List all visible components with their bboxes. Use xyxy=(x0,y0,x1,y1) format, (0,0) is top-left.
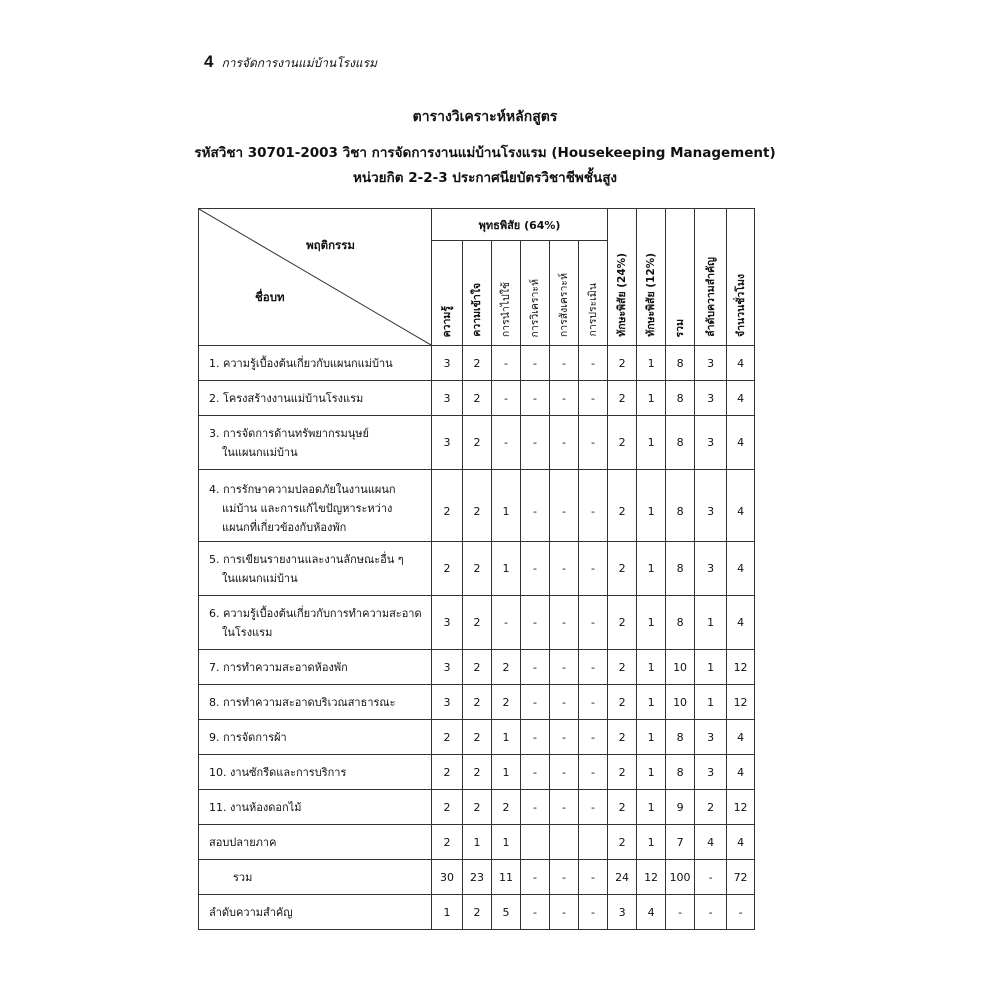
header-application xyxy=(492,241,521,346)
credits-line: หน่วยกิต 2-2-3 ประกาศนียบัตรวิชาชีพชั้นสูง xyxy=(352,170,618,186)
topic-line: 1. ความรู้เบื้องต้นเกี่ยวกับแผนกแม่บ้าน xyxy=(209,356,393,370)
value-cell: 30 xyxy=(432,860,463,895)
value-cell: - xyxy=(579,685,608,720)
value-cell: - xyxy=(492,346,521,381)
value-cell: 2 xyxy=(463,790,492,825)
header-affective-12 xyxy=(637,209,666,346)
header-psychomotor-24-label: ทักษะพิสัย (24%) xyxy=(616,253,629,337)
topic-line: ในแผนกแม่บ้าน xyxy=(222,571,298,585)
value-cell: 1 xyxy=(637,381,666,416)
topic-cell xyxy=(199,720,432,755)
value-cell: 1 xyxy=(463,825,492,860)
header-behavior-label: พฤติกรรม xyxy=(306,238,355,252)
value-cell: 2 xyxy=(492,685,521,720)
value-cell: - xyxy=(550,895,579,930)
value-cell: 1 xyxy=(637,416,666,470)
value-cell: 2 xyxy=(463,755,492,790)
value-cell: 2 xyxy=(463,895,492,930)
value-cell: - xyxy=(579,542,608,596)
value-cell: - xyxy=(579,596,608,650)
header-comprehension-label: ความเข้าใจ xyxy=(471,283,483,337)
value-cell: 3 xyxy=(695,720,727,755)
value-cell: - xyxy=(579,790,608,825)
topic-line: รวม xyxy=(233,870,253,884)
value-cell: 4 xyxy=(727,542,755,596)
value-cell: 4 xyxy=(727,825,755,860)
value-cell: - xyxy=(550,596,579,650)
header-priority xyxy=(695,209,727,346)
topic-line: ในโรงแรม xyxy=(222,625,273,639)
table-row xyxy=(199,755,755,790)
topic-line: 11. งานห้องดอกไม้ xyxy=(209,800,302,814)
value-cell: - xyxy=(550,755,579,790)
value-cell: 1 xyxy=(637,470,666,542)
table-body xyxy=(199,346,755,930)
header-comprehension xyxy=(463,241,492,346)
value-cell: 4 xyxy=(727,381,755,416)
header-evaluation-label: การประเมิน xyxy=(587,283,600,337)
value-cell: - xyxy=(550,860,579,895)
value-cell: 2 xyxy=(463,720,492,755)
topic-line: แผนกที่เกี่ยวข้องกับห้องพัก xyxy=(222,521,347,534)
topic-line: 5. การเขียนรายงานและงานลักษณะอื่น ๆ xyxy=(209,552,404,566)
header-chapter-label: ชื่อบท xyxy=(255,290,285,304)
running-head: การจัดการงานแม่บ้านโรงแรม xyxy=(221,56,378,70)
topic-line: สอบปลายภาค xyxy=(209,835,277,849)
value-cell: 1 xyxy=(695,650,727,685)
value-cell: 2 xyxy=(463,542,492,596)
topic-cell xyxy=(199,790,432,825)
value-cell: 2 xyxy=(608,381,637,416)
table-row xyxy=(199,685,755,720)
header-synthesis xyxy=(550,241,579,346)
header-hours-label: จำนวนชั่วโมง xyxy=(734,273,747,337)
value-cell: 2 xyxy=(463,470,492,542)
value-cell: 4 xyxy=(695,825,727,860)
value-cell: 7 xyxy=(666,825,695,860)
value-cell: 3 xyxy=(608,895,637,930)
topic-cell xyxy=(199,755,432,790)
value-cell: 3 xyxy=(695,346,727,381)
header-analysis-label: การวิเคราะห์ xyxy=(529,278,541,337)
value-cell: 2 xyxy=(463,346,492,381)
value-cell: 1 xyxy=(637,825,666,860)
value-cell: - xyxy=(550,720,579,755)
topic-cell xyxy=(199,542,432,596)
value-cell: 4 xyxy=(637,895,666,930)
value-cell: - xyxy=(550,685,579,720)
value-cell xyxy=(521,825,550,860)
value-cell: 1 xyxy=(492,470,521,542)
header-total xyxy=(666,209,695,346)
course-code-line: รหัสวิชา 30701-2003 วิชา การจัดการงานแม่บ้านโรงแรม (Housekeeping Management) xyxy=(194,145,776,161)
value-cell: - xyxy=(521,650,550,685)
value-cell: - xyxy=(521,416,550,470)
value-cell: 8 xyxy=(666,542,695,596)
topic-line: 3. การจัดการด้านทรัพยากรมนุษย์ xyxy=(209,426,369,440)
value-cell: 10 xyxy=(666,685,695,720)
value-cell: 1 xyxy=(637,720,666,755)
value-cell: - xyxy=(666,895,695,930)
table-row xyxy=(199,596,755,650)
value-cell: 72 xyxy=(727,860,755,895)
header-cognitive-group: พุทธพิสัย (64%) xyxy=(432,209,608,241)
table-row xyxy=(199,346,755,381)
header-knowledge xyxy=(432,241,463,346)
value-cell: 12 xyxy=(637,860,666,895)
diagonal-divider xyxy=(199,209,431,345)
value-cell: - xyxy=(492,416,521,470)
value-cell: 3 xyxy=(695,542,727,596)
value-cell: 3 xyxy=(432,416,463,470)
value-cell: 2 xyxy=(463,650,492,685)
topic-line: 7. การทำความสะอาดห้องพัก xyxy=(209,660,348,674)
value-cell: 8 xyxy=(666,720,695,755)
page-title: ตารางวิเคราะห์หลักสูตร xyxy=(412,109,558,125)
value-cell: 1 xyxy=(695,596,727,650)
value-cell: 12 xyxy=(727,685,755,720)
value-cell: 3 xyxy=(695,381,727,416)
value-cell: 2 xyxy=(608,470,637,542)
value-cell: 8 xyxy=(666,596,695,650)
value-cell: 2 xyxy=(608,720,637,755)
value-cell: - xyxy=(550,542,579,596)
value-cell: - xyxy=(521,860,550,895)
value-cell: - xyxy=(727,895,755,930)
value-cell: - xyxy=(579,895,608,930)
value-cell: 2 xyxy=(608,685,637,720)
value-cell: 1 xyxy=(637,685,666,720)
topic-line: แม่บ้าน และการแก้ไขปัญหาระหว่าง xyxy=(222,502,393,515)
value-cell: 11 xyxy=(492,860,521,895)
value-cell: - xyxy=(521,596,550,650)
header-synthesis-label: การสังเคราะห์ xyxy=(558,272,570,337)
value-cell: 2 xyxy=(432,720,463,755)
value-cell: 3 xyxy=(695,416,727,470)
value-cell: 4 xyxy=(727,416,755,470)
value-cell: 1 xyxy=(637,650,666,685)
value-cell: 1 xyxy=(432,895,463,930)
topic-line: 10. งานซักรีดและการบริการ xyxy=(209,765,347,779)
value-cell: - xyxy=(521,790,550,825)
topic-line: ในแผนกแม่บ้าน xyxy=(222,445,298,459)
value-cell: 2 xyxy=(463,416,492,470)
value-cell: 9 xyxy=(666,790,695,825)
topic-cell xyxy=(199,860,432,895)
value-cell: 1 xyxy=(492,825,521,860)
value-cell: - xyxy=(579,416,608,470)
header-priority-label: ลำดับความสำคัญ xyxy=(704,257,717,337)
value-cell: 2 xyxy=(432,790,463,825)
value-cell: - xyxy=(579,346,608,381)
topic-cell xyxy=(199,685,432,720)
header-evaluation xyxy=(579,241,608,346)
topic-line: 8. การทำความสะอาดบริเวณสาธารณะ xyxy=(209,695,396,709)
value-cell: 4 xyxy=(727,596,755,650)
value-cell: 12 xyxy=(727,790,755,825)
value-cell: 10 xyxy=(666,650,695,685)
header-analysis xyxy=(521,241,550,346)
table-row xyxy=(199,542,755,596)
value-cell: - xyxy=(579,860,608,895)
header-psychomotor-24 xyxy=(608,209,637,346)
value-cell: - xyxy=(521,685,550,720)
table-row xyxy=(199,650,755,685)
value-cell: 4 xyxy=(727,755,755,790)
value-cell: - xyxy=(550,790,579,825)
value-cell: - xyxy=(521,755,550,790)
value-cell: 2 xyxy=(432,542,463,596)
table-row xyxy=(199,416,755,470)
value-cell: 1 xyxy=(637,755,666,790)
value-cell: - xyxy=(579,720,608,755)
header-hours xyxy=(727,209,755,346)
value-cell: 2 xyxy=(432,470,463,542)
header-affective-12-label: ทักษะพิสัย (12%) xyxy=(645,253,658,337)
value-cell: 8 xyxy=(666,346,695,381)
page-header xyxy=(204,52,377,73)
value-cell: 4 xyxy=(727,470,755,542)
value-cell: 23 xyxy=(463,860,492,895)
value-cell: 1 xyxy=(637,790,666,825)
value-cell: 2 xyxy=(463,685,492,720)
value-cell: 2 xyxy=(608,596,637,650)
value-cell: 3 xyxy=(432,685,463,720)
value-cell xyxy=(550,825,579,860)
topic-cell xyxy=(199,596,432,650)
value-cell: - xyxy=(695,895,727,930)
topic-cell xyxy=(199,470,432,542)
value-cell: 2 xyxy=(492,650,521,685)
value-cell: - xyxy=(550,416,579,470)
header-corner-cell xyxy=(199,209,432,346)
topic-line: 6. ความรู้เบื้องต้นเกี่ยวกับการทำความสะอาด xyxy=(209,606,422,620)
value-cell: - xyxy=(521,895,550,930)
value-cell: 3 xyxy=(432,650,463,685)
header-total-label: รวม xyxy=(674,318,687,337)
value-cell: 2 xyxy=(608,416,637,470)
page-number: 4 xyxy=(204,52,214,71)
value-cell: 2 xyxy=(463,381,492,416)
value-cell: 1 xyxy=(637,596,666,650)
value-cell: 1 xyxy=(492,720,521,755)
value-cell: 1 xyxy=(492,755,521,790)
value-cell: 2 xyxy=(432,755,463,790)
topic-line: 9. การจัดการผ้า xyxy=(209,730,287,744)
topic-cell xyxy=(199,895,432,930)
topic-line: ลำดับความสำคัญ xyxy=(209,905,293,919)
value-cell: 8 xyxy=(666,416,695,470)
header-application-label: การนำไปใช้ xyxy=(500,281,512,337)
value-cell: 1 xyxy=(637,346,666,381)
value-cell: 2 xyxy=(608,346,637,381)
value-cell: 8 xyxy=(666,755,695,790)
value-cell: 3 xyxy=(695,470,727,542)
value-cell: 3 xyxy=(432,596,463,650)
value-cell: 2 xyxy=(432,825,463,860)
value-cell: - xyxy=(579,470,608,542)
table-row xyxy=(199,720,755,755)
value-cell: 2 xyxy=(608,650,637,685)
value-cell: 2 xyxy=(608,755,637,790)
value-cell: 5 xyxy=(492,895,521,930)
table-row xyxy=(199,825,755,860)
table-row xyxy=(199,470,755,542)
topic-cell xyxy=(199,825,432,860)
curriculum-analysis-table xyxy=(198,208,755,930)
value-cell: 2 xyxy=(695,790,727,825)
value-cell: 4 xyxy=(727,346,755,381)
value-cell: - xyxy=(695,860,727,895)
value-cell: 4 xyxy=(727,720,755,755)
value-cell: - xyxy=(579,650,608,685)
value-cell: 2 xyxy=(608,542,637,596)
value-cell: 2 xyxy=(492,790,521,825)
value-cell: 2 xyxy=(608,825,637,860)
header-knowledge-label: ความรู้ xyxy=(441,305,453,337)
value-cell: 1 xyxy=(492,542,521,596)
value-cell: 2 xyxy=(463,596,492,650)
value-cell: - xyxy=(579,381,608,416)
table-row xyxy=(199,895,755,930)
value-cell: - xyxy=(550,650,579,685)
table-row xyxy=(199,381,755,416)
value-cell: 12 xyxy=(727,650,755,685)
value-cell: - xyxy=(521,720,550,755)
value-cell: 1 xyxy=(695,685,727,720)
topic-line: 4. การรักษาความปลอดภัยในงานแผนก xyxy=(209,483,396,496)
topic-cell xyxy=(199,346,432,381)
value-cell: - xyxy=(550,346,579,381)
value-cell: 3 xyxy=(432,346,463,381)
value-cell: - xyxy=(492,596,521,650)
topic-line: 2. โครงสร้างงานแม่บ้านโรงแรม xyxy=(209,391,364,405)
value-cell: - xyxy=(521,381,550,416)
table-row xyxy=(199,790,755,825)
value-cell: - xyxy=(550,381,579,416)
value-cell: 8 xyxy=(666,381,695,416)
value-cell: - xyxy=(521,542,550,596)
value-cell: 2 xyxy=(608,790,637,825)
value-cell: 3 xyxy=(432,381,463,416)
value-cell: - xyxy=(521,346,550,381)
value-cell: 100 xyxy=(666,860,695,895)
value-cell: - xyxy=(579,755,608,790)
value-cell: - xyxy=(492,381,521,416)
table-row xyxy=(199,860,755,895)
value-cell: 8 xyxy=(666,470,695,542)
value-cell xyxy=(579,825,608,860)
topic-cell xyxy=(199,381,432,416)
value-cell: 24 xyxy=(608,860,637,895)
value-cell: - xyxy=(550,470,579,542)
value-cell: 3 xyxy=(695,755,727,790)
topic-cell xyxy=(199,650,432,685)
topic-cell xyxy=(199,416,432,470)
value-cell: - xyxy=(521,470,550,542)
value-cell: 1 xyxy=(637,542,666,596)
